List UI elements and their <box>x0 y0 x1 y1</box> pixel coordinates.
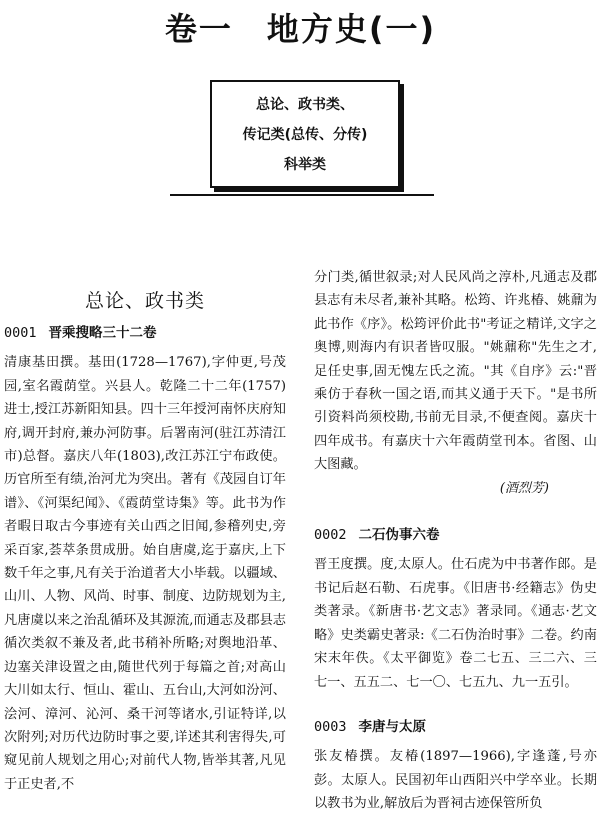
category-line-2: 传记类(总传、分传) <box>242 127 368 143</box>
entry-number: 0003 <box>314 718 347 735</box>
right-column <box>314 266 597 816</box>
entry-title: 晋乘搜略三十二卷 <box>48 325 157 341</box>
category-line-1: 总论、政书类、 <box>256 97 354 113</box>
entry-body: 清康基田撰。基田(1728—1767),字仲更,号茂园,室名霞荫堂。兴县人。乾隆二十二年(1757)进士,授江苏新阳知县。四十三年授河南怀庆府知府,调开封府,兼办河防事。后署南河(驻江苏清江市)总督。嘉庆八年(1803),改江苏江宁布政使。历官所至有绩,治河尤为突出。著有《茂园自订年谱》、《河渠纪闻》、《霞荫堂诗集》等。此书为作者暇日取古今事迹有关山西之旧闻,参稽列史,旁采百家,荟萃条贯成册。始自唐虞,迄于嘉庆,上下数千年之事,凡有关于治道者大小毕载。以疆域、山川、人物、风尚、时事、制度、边防规划为主,凡唐虞以来之治乱循环及其源流,而通志及郡县志循次类叙不兼及者,此书稍补所略;对舆地沿革、边塞关津设置之由,随世代列于每篇之首;对高山大川如太行、恒山、霍山、五台山,大河如汾河、浍河、漳河、沁河、桑干河等诸水,引证特详,以次附列;对历代边防时事之要,详述其利害得失,可窥见前人规划之用心;对前代人物,皆举其著,凡见于正史者,不 <box>4 355 286 792</box>
entry-body: 晋王度撰。度,太原人。仕石虎为中书著作郎。是书记后赵石勒、石虎事。《旧唐书·经籍志》伪史类著录。《新唐书·艺文志》著录同。《通志·艺文略》史类霸史著录:《二石伪治时事》二卷。约南宋末年佚。《太平御览》卷二七五、三二六、三七一、五五二、七一〇、七五九、九一五引。 <box>314 557 597 690</box>
entry-heading <box>314 716 597 739</box>
entry-number: 0002 <box>314 527 347 544</box>
entry-number: 0001 <box>4 325 37 341</box>
entry-body-continued: 分门类,循世叙录;对人民风尚之淳朴,凡通志及郡县志有未尽者,兼补其略。松筠、许兆椿、姚鼐为此书作《序》。松筠评价此书"考证之精详,文字之奥博,则海内有识者皆叹服。"姚鼐称"先生之才,足任史事,固无愧左氏之流。"其《自序》云:"晋乘仿于春秋一国之语,而其义通于天下。"是书所引资料尚须校勘,书前无目录,不便查阅。嘉庆十四年成书。有嘉庆十六年霞荫堂刊本。省图、山大图藏。 <box>314 270 597 473</box>
category-line-3: 科举类 <box>284 157 326 173</box>
title-divider <box>170 194 434 196</box>
entry-heading <box>4 322 286 345</box>
entry-title: 二石伪事六卷 <box>358 527 440 544</box>
author-signature: (酒烈芳) <box>499 480 549 496</box>
section-heading: 总论、政书类 <box>84 290 205 312</box>
entry-title: 李唐与太原 <box>358 718 427 735</box>
chapter-title: 卷一 地方史(一) <box>164 10 437 48</box>
entry-body: 张友椿撰。友椿(1897—1966),字逢蓬,号亦彭。太原人。民国初年山西阳兴中学卒业。长期以教书为业,解放后为晋祠古迹保管所负 <box>314 749 597 812</box>
left-column <box>4 322 286 796</box>
category-box <box>210 80 400 188</box>
entry-heading <box>314 524 597 547</box>
